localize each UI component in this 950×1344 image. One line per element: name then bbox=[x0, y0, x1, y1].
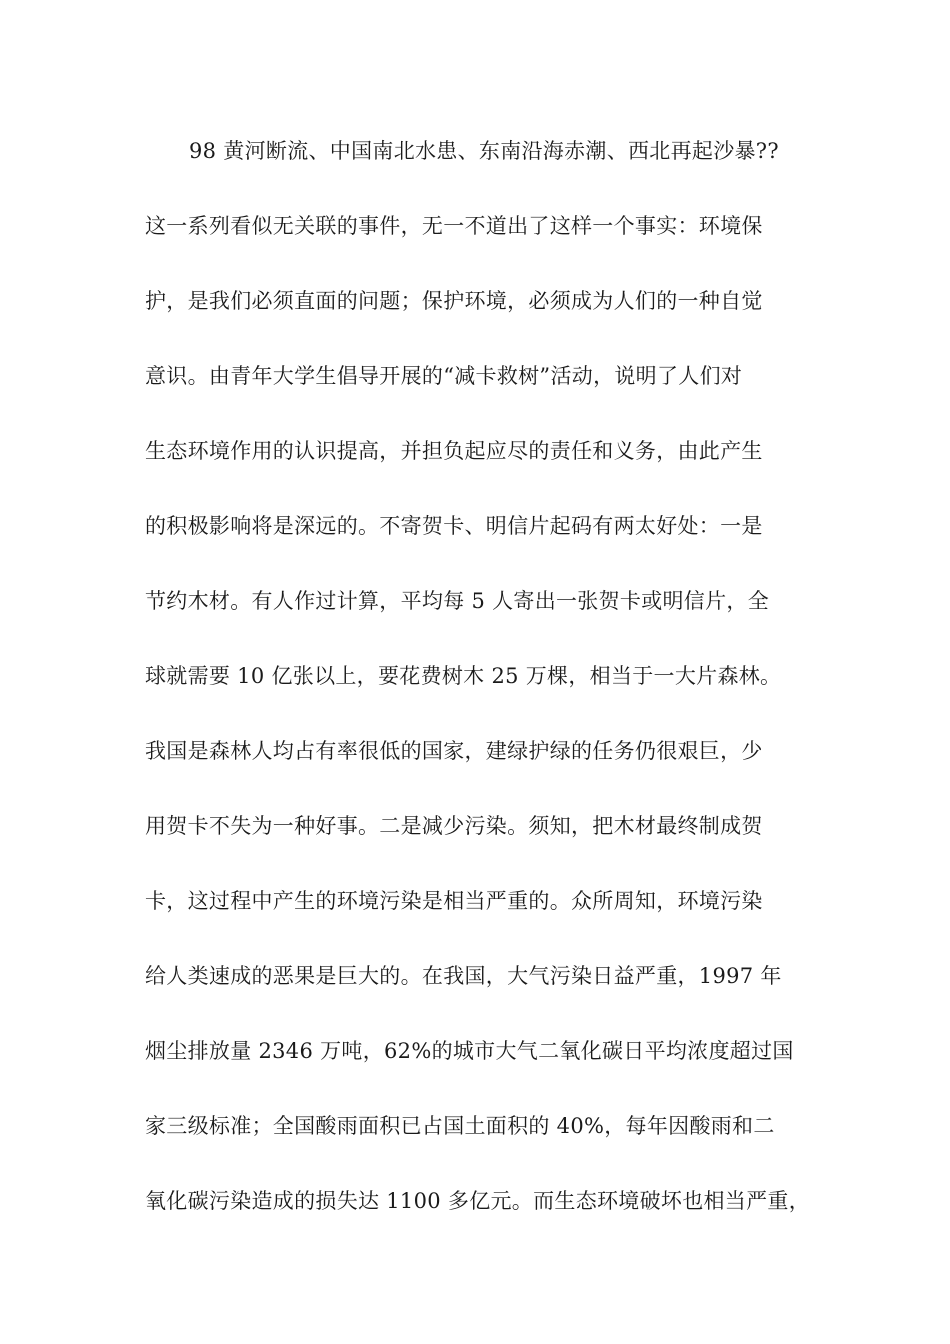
paragraph-line: 的积极影响将是深远的。不寄贺卡、明信片起码有两太好处：一是 bbox=[145, 514, 763, 538]
paragraph-line: 用贺卡不失为一种好事。二是减少污染。须知，把木材最终制成贺 bbox=[145, 814, 763, 838]
paragraph-line: 节约木材。有人作过计算，平均每 5 人寄出一张贺卡或明信片，全 bbox=[145, 589, 770, 613]
paragraph-line: 氧化碳污染造成的损失达 1100 多亿元。而生态环境破坏也相当严重， bbox=[145, 1189, 810, 1213]
paragraph-line: 卡，这过程中产生的环境污染是相当严重的。众所周知，环境污染 bbox=[145, 889, 763, 913]
paragraph bbox=[145, 131, 825, 1256]
paragraph-line: 意识。由青年大学生倡导开展的“减卡救树”活动，说明了人们对 bbox=[145, 364, 743, 388]
paragraph-line: 球就需要 10 亿张以上，要花费树木 25 万棵，相当于一大片森林。 bbox=[145, 664, 782, 688]
paragraph-line: 护，是我们必须直面的问题；保护环境，必须成为人们的一种自觉 bbox=[145, 289, 763, 313]
paragraph-line: 家三级标准；全国酸雨面积已占国土面积的 40%，每年因酸雨和二 bbox=[145, 1114, 775, 1138]
paragraph-line: 这一系列看似无关联的事件，无一不道出了这样一个事实：环境保 bbox=[145, 214, 763, 238]
paragraph-line: 烟尘排放量 2346 万吨，62%的城市大气二氧化碳日平均浓度超过国 bbox=[145, 1039, 794, 1063]
paragraph-line: 给人类速成的恶果是巨大的。在我国，大气污染日益严重，1997 年 bbox=[145, 964, 782, 988]
paragraph-line: 98 黄河断流、中国南北水患、东南沿海赤潮、西北再起沙暴?? bbox=[189, 139, 779, 163]
paragraph-line: 我国是森林人均占有率很低的国家，建绿护绿的任务仍很艰巨，少 bbox=[145, 739, 763, 763]
paragraph-line: 生态环境作用的认识提高，并担负起应尽的责任和义务，由此产生 bbox=[145, 439, 763, 463]
